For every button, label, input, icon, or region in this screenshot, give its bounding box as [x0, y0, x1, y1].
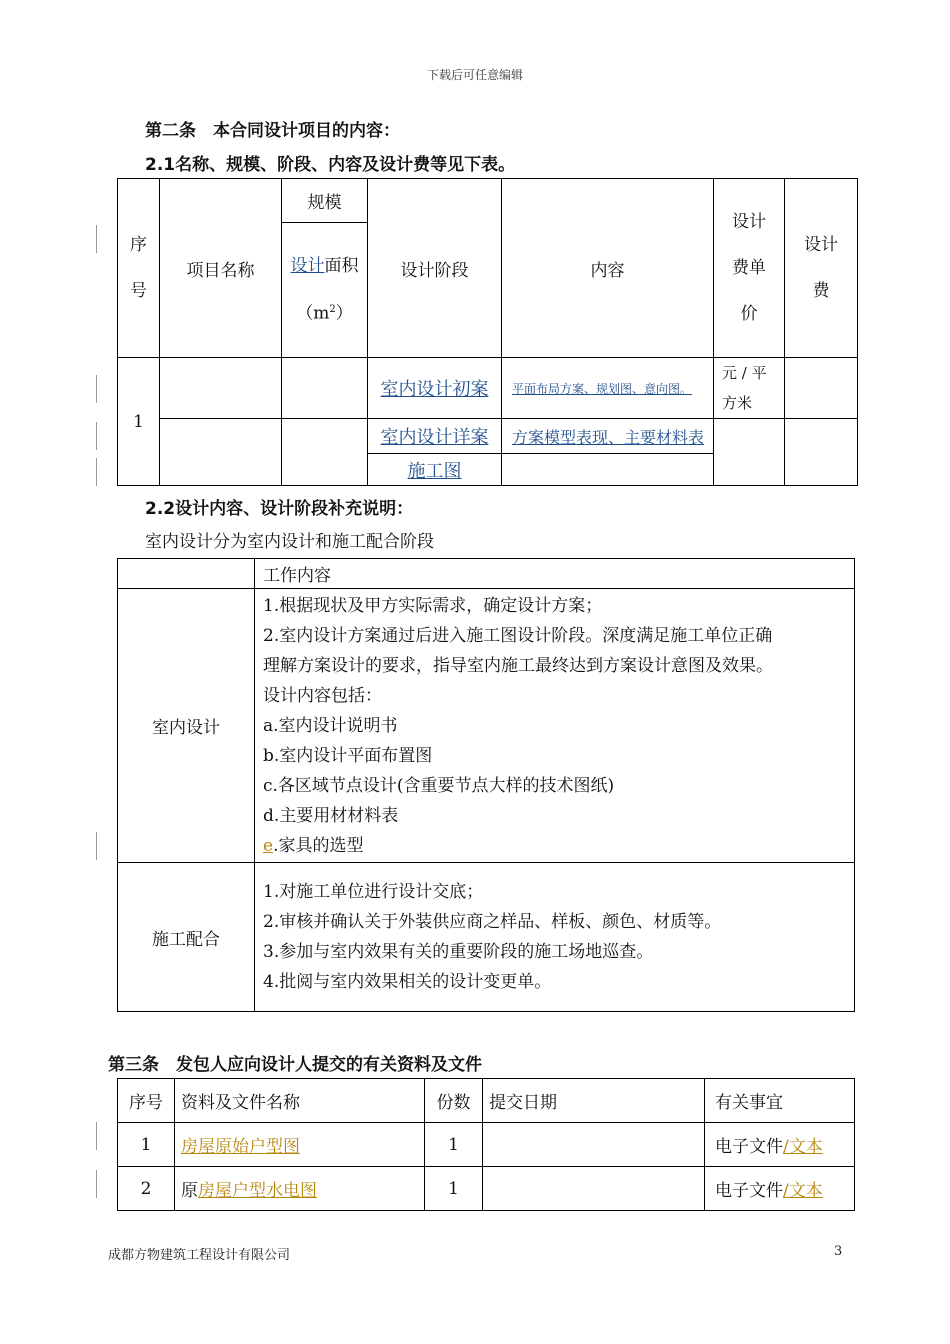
docs-header-date: 提交日期: [483, 1079, 705, 1123]
unit-price-value: 元 / 平 方米: [714, 358, 785, 419]
scope-interior-content: [255, 589, 855, 863]
stage-construction: [368, 454, 502, 486]
content-detailed: [502, 419, 714, 454]
scope-line: b.室内设计平面布置图: [263, 746, 433, 766]
header-fee: 设计 费: [785, 179, 858, 358]
doc-note-link[interactable]: /文本: [783, 1181, 823, 1201]
scope-line: d.主要用材材料表: [263, 806, 399, 826]
header-unit-price: 设计 费单 价: [714, 179, 785, 358]
scope-line: c.各区域节点设计(含重要节点大样的技术图纸): [263, 776, 615, 796]
area-design-link[interactable]: 设计: [290, 256, 325, 277]
content-detailed-link[interactable]: 方案模型表现、主要材料表: [512, 427, 705, 447]
design-fee-table: [117, 178, 858, 486]
margin-mark: [96, 1122, 97, 1150]
docs-header-name: 资料及文件名称: [175, 1079, 425, 1123]
row2-project-name: [160, 419, 282, 486]
margin-mark: [96, 375, 97, 403]
content-construction: [502, 454, 714, 486]
section-2-2-title: 2.2设计内容、设计阶段补充说明：: [145, 499, 414, 519]
margin-mark: [96, 422, 97, 450]
scope-line: 理解方案设计的要求，指导室内施工最终达到方案设计意图及效果。: [263, 656, 773, 676]
article2-title: 第二条 本合同设计项目的内容：: [145, 121, 400, 141]
docs-header-note: 有关事宜: [705, 1079, 855, 1123]
table-row: 1 房屋原始户型图 1 电子文件/文本: [118, 1123, 855, 1167]
stage-detailed-link[interactable]: 室内设计详案: [380, 427, 489, 448]
header-area: 设计面积 $(m^2)$: [282, 223, 368, 358]
scope-line: e.家具的选型: [263, 836, 364, 856]
scope-line: 2.室内设计方案通过后进入施工图设计阶段。深度满足施工单位正确: [263, 626, 773, 646]
margin-mark: [96, 832, 97, 860]
row1-area: [282, 358, 368, 419]
scope-line: 1.对施工单位进行设计交底；: [263, 882, 484, 902]
footer-page-number: 3: [834, 1244, 843, 1259]
header-scale: 规模: [282, 179, 368, 223]
scope-line: 4.批阅与室内效果相关的设计变更单。: [263, 972, 552, 992]
doc-name-link[interactable]: 房屋原始户型图: [181, 1137, 300, 1157]
content-initial: [502, 358, 714, 419]
row2-unit-price: [714, 419, 785, 486]
section-2-1-title: 2.1名称、规模、阶段、内容及设计费等见下表。: [145, 155, 516, 175]
footer-company: 成都方物建筑工程设计有限公司: [108, 1248, 291, 1263]
margin-mark: [96, 458, 97, 486]
row2-area: [282, 419, 368, 486]
row-seq: 1: [118, 358, 160, 486]
doc-note-link[interactable]: /文本: [783, 1137, 823, 1157]
content-initial-link[interactable]: 平面布局方案、规划图、意向图。: [512, 382, 693, 396]
fee-value: [785, 358, 858, 419]
scope-e-link[interactable]: e: [263, 836, 274, 856]
scope-header-work: 工作内容: [255, 559, 855, 589]
stage-initial: [368, 358, 502, 419]
docs-header-seq: 序号: [118, 1079, 175, 1123]
design-scope-table: [117, 558, 855, 1012]
scope-construction-content: [255, 863, 855, 1012]
header-seq: 序 号: [118, 179, 160, 358]
stage-detailed: [368, 419, 502, 454]
header-note: 下载后可任意编辑: [426, 68, 523, 82]
scope-line: 3.参加与室内效果有关的重要阶段的施工场地巡查。: [263, 942, 654, 962]
doc-name-link[interactable]: 房屋户型水电图: [198, 1181, 317, 1201]
stage-construction-link[interactable]: 施工图: [407, 460, 462, 482]
table-row: 2 原房屋户型水电图 1 电子文件/文本: [118, 1167, 855, 1211]
scope-interior-label: 室内设计: [118, 589, 255, 863]
scope-line: 1.根据现状及甲方实际需求，确定设计方案；: [263, 596, 603, 616]
row1-project-name: [160, 358, 282, 419]
row2-fee: [785, 419, 858, 486]
scope-line: a.室内设计说明书: [263, 716, 398, 736]
docs-header-copies: 份数: [425, 1079, 483, 1123]
documents-table: [117, 1078, 855, 1211]
margin-mark: [96, 225, 97, 253]
scope-construction-label: 施工配合: [118, 863, 255, 1012]
scope-header-empty: [118, 559, 255, 589]
margin-mark: [96, 1170, 97, 1198]
article3-title: 第三条 发包人应向设计人提交的有关资料及文件: [108, 1055, 482, 1075]
section-2-2-intro: 室内设计分为室内设计和施工配合阶段: [145, 532, 434, 552]
scope-line: 2.审核并确认关于外装供应商之样品、样板、颜色、材质等。: [263, 912, 722, 932]
stage-initial-link[interactable]: 室内设计初案: [380, 379, 489, 400]
header-project-name: 项目名称: [160, 179, 282, 358]
scope-line: 设计内容包括：: [263, 686, 382, 706]
header-content: 内容: [502, 179, 714, 358]
header-stage: 设计阶段: [368, 179, 502, 358]
